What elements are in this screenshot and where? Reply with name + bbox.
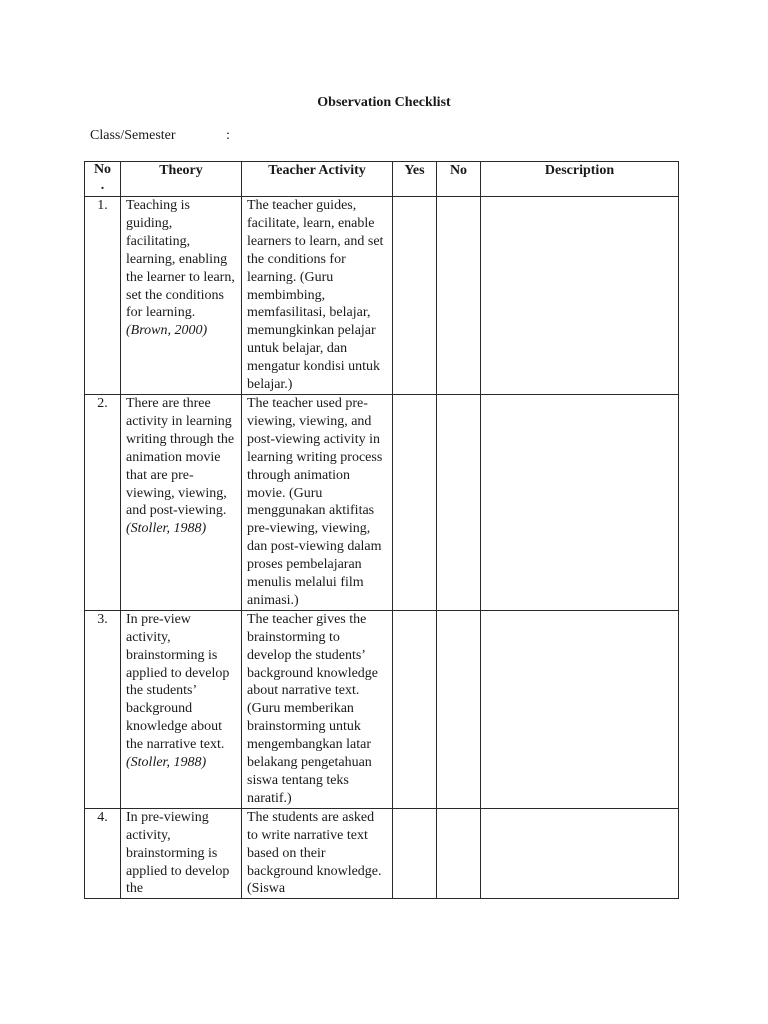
table-header-row bbox=[85, 162, 679, 197]
theory-citation: (Stoller, 1988) bbox=[126, 521, 207, 537]
description-cell[interactable] bbox=[481, 610, 679, 808]
theory-cell bbox=[121, 394, 242, 610]
header-yes: Yes bbox=[393, 162, 437, 197]
teacher-activity-cell: The teacher used pre-viewing, viewing, and post-viewing activity in learning writing process through animation movie. (Guru menggunakan aktifitas pre-viewing, viewing, dan post-viewing dalam proses pembelajaran menulis melalui film animasi.) bbox=[242, 394, 393, 610]
theory-cell bbox=[121, 197, 242, 395]
teacher-activity-cell: The students are asked to write narrative text based on their background knowledge. (Siswa bbox=[242, 808, 393, 899]
description-cell[interactable] bbox=[481, 808, 679, 899]
teacher-activity-cell: The teacher guides, facilitate, learn, enable learners to learn, and set the conditions for learning. (Guru membimbing, memfasilitasi, belajar, memungkinkan pelajar untuk belajar, dan mengatur kondisi untuk belajar.) bbox=[242, 197, 393, 395]
yes-cell[interactable] bbox=[393, 394, 437, 610]
row-number: 2. bbox=[85, 394, 121, 610]
table-row bbox=[85, 808, 679, 899]
description-cell[interactable] bbox=[481, 197, 679, 395]
page-title: Observation Checklist bbox=[317, 95, 451, 110]
theory-text: There are three activity in learning writing through the animation movie that are pre-viewing, viewing, and post-viewing. bbox=[126, 395, 235, 519]
theory-citation: (Stoller, 1988) bbox=[126, 755, 207, 771]
row-number: 1. bbox=[85, 197, 121, 395]
row-number: 3. bbox=[85, 610, 121, 808]
no-cell[interactable] bbox=[437, 610, 481, 808]
theory-cell bbox=[121, 610, 242, 808]
no-cell[interactable] bbox=[437, 394, 481, 610]
header-no: No . bbox=[85, 162, 121, 197]
no-cell[interactable] bbox=[437, 197, 481, 395]
theory-text: Teaching is guiding, facilitating, learning, enabling the learner to learn, set the conditions for learning. bbox=[126, 198, 235, 321]
yes-cell[interactable] bbox=[393, 197, 437, 395]
class-semester-label: Class/Semester bbox=[90, 128, 176, 143]
header-theory: Theory bbox=[121, 162, 242, 197]
table-row bbox=[85, 610, 679, 808]
header-no-column: No bbox=[437, 162, 481, 197]
yes-cell[interactable] bbox=[393, 610, 437, 808]
table-row bbox=[85, 197, 679, 395]
teacher-activity-cell: The teacher gives the brainstorming to develop the students’ background knowledge about narrative text. (Guru memberikan brainstorming untuk mengembangkan latar belakang pengetahuan siswa tentang teks naratif.) bbox=[242, 610, 393, 808]
row-number: 4. bbox=[85, 808, 121, 899]
theory-text: In pre-view activity, brainstorming is applied to develop the students’ background knowledge about the narrative text. bbox=[126, 611, 230, 753]
description-cell[interactable] bbox=[481, 394, 679, 610]
header-teacher-activity: Teacher Activity bbox=[242, 162, 393, 197]
no-cell[interactable] bbox=[437, 808, 481, 899]
class-semester-colon: : bbox=[226, 128, 230, 143]
theory-text: In pre-viewing activity, brainstorming is applied to develop the bbox=[126, 809, 230, 897]
theory-citation: (Brown, 2000) bbox=[126, 323, 208, 339]
yes-cell[interactable] bbox=[393, 808, 437, 899]
theory-cell bbox=[121, 808, 242, 899]
observation-table bbox=[84, 161, 679, 899]
header-description: Description bbox=[481, 162, 679, 197]
table-row bbox=[85, 394, 679, 610]
